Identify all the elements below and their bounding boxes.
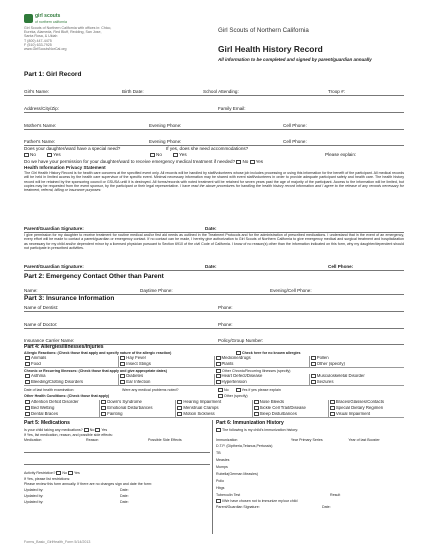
other-chronic-label: Other Chronic/Recurring Illnesses (specify) — [222, 369, 291, 373]
meds-yes-checkbox[interactable] — [95, 428, 100, 432]
school-label: School Attending: — [203, 89, 239, 94]
meds-if-yes: If Yes, list medication, reason, and possible side effects: — [24, 433, 113, 437]
address-line: Girl Scouts of Northern California with offices in: Chico, — [24, 25, 112, 30]
immunization-intro — [216, 428, 298, 432]
option-label: No — [89, 428, 95, 432]
chronic-cell[interactable] — [119, 380, 214, 385]
updated-date-label: Date: — [120, 494, 129, 498]
part4-heading: Part 4: Allergies/Illnesses/Injuries — [24, 344, 104, 350]
row-line — [24, 129, 404, 130]
health-label: Emotional Disturbances — [107, 406, 153, 411]
accommodations-options — [150, 152, 187, 157]
allergy-cell[interactable] — [215, 362, 310, 367]
chronic-label: Asthma — [31, 374, 46, 379]
review-note: Please review this form annually. If there are no changes sign and date the form: — [24, 482, 152, 486]
no-known-allergies-label: Check here for no known allergies — [242, 351, 301, 355]
updated-date-label: Date: — [120, 488, 129, 492]
allergy-label: Other (specify) — [316, 362, 345, 367]
option-label: Yes if yes please explain — [241, 388, 281, 392]
chronic-cell[interactable] — [24, 380, 119, 385]
permission-question: Do we have your permission for your daughter/ward to receive emergency medical treatment if needed? — [24, 159, 236, 164]
meds-col: Possible Side Effects — [148, 438, 182, 442]
special-need-options — [24, 152, 61, 157]
doctor-label: Name of Doctor: — [24, 322, 58, 327]
permission-yes-checkbox[interactable] — [250, 160, 255, 164]
allergy-label: Medicine/drugs — [221, 356, 251, 361]
problems-yes-checkbox[interactable] — [236, 388, 241, 392]
mother-evening-phone-label: Evening Phone: — [149, 123, 182, 128]
immunization-item: Mumps — [216, 465, 228, 469]
doctor-phone-label: Phone: — [218, 322, 233, 327]
part6-heading: Part 6: Immunization History — [216, 420, 284, 426]
option-label: No — [242, 159, 249, 164]
part2-heading: Part 2: Emergency Contact Other than Parent — [24, 273, 164, 280]
tb-result-label: Result — [330, 493, 341, 497]
privacy-agreement: I have read the above procedures for handling the health history record information and I agree to the release of any records necessary for treatment, referral, billing or insurance purposes: — [24, 183, 405, 193]
chronic-label: Diabetes — [126, 374, 144, 379]
immunization-col: Immunization — [216, 438, 238, 442]
address-line: T (800) 447-4475 — [24, 38, 52, 43]
meds-header — [24, 438, 210, 442]
chronic-cell[interactable] — [215, 380, 310, 385]
meds-question: Is your child taking any medications? — [24, 428, 83, 432]
chronic-row — [24, 380, 404, 386]
health-cell[interactable] — [176, 412, 252, 417]
address-line: Eureka, Alameda, Red Bluff, Redding, San Jose, — [24, 30, 102, 35]
restriction-note: If Yes, please list restrictions: — [24, 477, 71, 481]
emergency-name-label: Name: — [24, 288, 38, 293]
girls-name-label: Girl's Name: — [24, 89, 50, 94]
birth-date-label: Birth Date: — [122, 89, 144, 94]
allergy-label: Animals — [31, 356, 47, 361]
immunization-item: Measles — [216, 458, 230, 462]
immunization-col: Year Primary Series — [290, 438, 323, 442]
page-subtitle: All information to be completed and signed by parent/guardian annually — [218, 57, 372, 62]
father-cell-phone-label: Cell Phone: — [283, 139, 307, 144]
row-line — [24, 112, 404, 113]
health-label: Dental Braces — [31, 412, 58, 417]
carrier-label: Insurance Carrier Name: — [24, 338, 75, 343]
updated-by-label: Updated by: — [24, 494, 44, 498]
not-immunized-row — [216, 499, 297, 503]
part3-heading: Part 3: Insurance Information — [24, 295, 115, 302]
accommodations-yes-checkbox[interactable] — [173, 153, 178, 157]
row-line — [24, 452, 210, 453]
consent-date-label: Date: — [205, 264, 217, 269]
policy-label: Policy/Group Number: — [218, 338, 264, 343]
privacy-signature-label: Parent/Guardian Signature: — [24, 226, 84, 231]
troop-label: Troop #: — [328, 89, 345, 94]
special-need-question: Does your daughter/ward have a special need? — [24, 146, 121, 151]
health-label: Visual Impairment — [335, 412, 371, 417]
not-immunized-label: I/We have chosen not to immunize my/our child — [222, 499, 298, 503]
org-name: Girl Scouts of Northern California — [218, 27, 309, 34]
restriction-question: Activity Restriction? — [24, 471, 56, 475]
address-label: Address/City/Zip: — [24, 106, 59, 111]
chronic-label: Bleeding/Clotting Disorders — [31, 380, 84, 385]
updated-by-label: Updated by: — [24, 488, 44, 492]
allergy-row — [24, 362, 404, 368]
consent-cell-phone-label: Cell Phone: — [328, 264, 354, 269]
health-label: Menstrual Cramps — [183, 406, 219, 411]
row-line — [24, 464, 210, 465]
other-health-checkbox[interactable] — [218, 394, 223, 398]
allergy-cell[interactable] — [119, 362, 214, 367]
other-chronic — [216, 369, 291, 373]
option-label: Yes — [255, 159, 264, 164]
other-health-title: Other Health Conditions: (Check those that apply) — [24, 394, 110, 398]
consent-text: I give permission for my daughter to receive treatment for routine medical and/or first aid needs as outlined in the Treatment Protocols and for the administration of prescribed medications. I understand that in the event of an emergency, every effort will be made to contact a parent/guardian or emergency contact. If no contact can be made, I hereby give authorization to Girl Scouts of Northern California to give emergency medical and surgical treatment and hospitalization as necessary for my child and/or dependent minor by a licensed physician pursuant to Section 6910 of the civil Code of California. I know of no reason(s) other than the information indicated on this form, why my daughter/dependent should not participate in prescribed activities. — [24, 233, 404, 250]
logo — [24, 14, 144, 52]
father-evening-phone-label: Evening Phone: — [149, 139, 182, 144]
address-block — [24, 26, 144, 52]
address-line: Santa Rosa, & Ukiah — [24, 34, 58, 39]
chronic-cell[interactable] — [310, 380, 404, 385]
updated-date-label: Date: — [120, 500, 129, 504]
meds-col: Medication — [24, 438, 42, 442]
option-label: No — [62, 471, 67, 475]
restriction-no-checkbox[interactable] — [56, 471, 61, 475]
health-label: Nose Bleeds — [259, 400, 284, 405]
footer: Forms_Basic_GirlHealth_Form 5/14/2013 — [24, 540, 91, 544]
immunization-sig-label: Parent/Guardian Signature: — [216, 505, 260, 509]
mother-cell-phone-label: Cell Phone: — [283, 123, 307, 128]
fathers-name-label: Father's Name: — [24, 139, 56, 144]
other-health-label: Other (specify) — [224, 394, 248, 398]
other-chronic-checkbox[interactable] — [216, 369, 221, 373]
immunization-following: The following is my child's immunization history: — [222, 428, 299, 432]
row-line — [24, 270, 404, 271]
accommodations-question: If yes, does she need accommodations? — [166, 146, 249, 151]
please-explain-label: Please explain: — [325, 152, 357, 157]
option-label: No — [224, 388, 229, 392]
accommodations-no-checkbox[interactable] — [150, 153, 155, 157]
not-immunized-checkbox[interactable] — [216, 499, 221, 503]
immunization-date-label: Date: — [322, 505, 331, 509]
health-cell[interactable] — [100, 412, 176, 417]
column-divider — [212, 420, 213, 534]
immunization-item: D.T.P. (Diptheria,Tetanus,Pertussis) — [216, 444, 273, 448]
privacy-title: Health Information Privacy Statement — [24, 165, 106, 170]
allergy-label: Pollen — [316, 356, 329, 361]
meds-col: Reason — [86, 438, 99, 442]
health-label: Fainting — [107, 412, 123, 417]
chronic-label: Ear Infection — [126, 380, 151, 385]
permission-no-checkbox[interactable] — [236, 160, 241, 164]
no-known-allergies-checkbox[interactable] — [236, 351, 241, 355]
health-row — [24, 412, 404, 418]
row-line — [24, 328, 404, 329]
immunization-header — [216, 438, 406, 442]
problems-no-checkbox[interactable] — [218, 388, 223, 392]
last-exam-label: Date of last health examination: — [24, 388, 75, 392]
chronic-label: Musculoskeletal Disorder — [316, 374, 365, 379]
immunization-item: Rubella(German Measles) — [216, 472, 258, 476]
part5-heading: Part 5: Medications — [24, 420, 70, 426]
meds-no-checkbox[interactable] — [84, 428, 89, 432]
option-label: Yes — [73, 471, 80, 475]
allergic-reactions-label: Allergic Reactions: (Check those that apply and specify nature of the allergic reaction) — [24, 351, 172, 355]
page-title: Girl Health History Record — [218, 44, 323, 54]
health-cell[interactable] — [253, 412, 329, 417]
dentist-phone-label: Phone: — [218, 305, 233, 310]
restriction-row — [24, 471, 80, 475]
mothers-name-label: Mother's Name: — [24, 123, 57, 128]
family-email-label: Family Email: — [218, 106, 246, 111]
health-label: Special Dietary Regimen — [335, 406, 384, 411]
immunization-col: Year of last Booster — [348, 438, 380, 442]
health-label: Attention Deficit Disorder — [31, 400, 79, 405]
allergy-cell[interactable] — [24, 362, 119, 367]
chronic-label: Seizures — [316, 380, 334, 385]
immunization-item: Hbgs — [216, 486, 225, 490]
chronic-title: Chronic or Recurring Illnesses: (Check those that apply and give appropriate dates) — [24, 369, 167, 373]
updated-by-label: Updated by: — [24, 500, 44, 504]
logo-line1: girl scouts — [35, 13, 61, 19]
health-cell[interactable] — [329, 412, 404, 417]
emergency-daytime-label: Daytime Phone: — [140, 288, 173, 293]
row-line — [24, 95, 404, 96]
health-label: Down's Syndrome — [107, 400, 142, 405]
allergy-label: Food — [31, 362, 41, 367]
address-line: F (510) 633-7925 — [24, 43, 52, 48]
health-label: Motion Sickness — [183, 412, 215, 417]
address-line: www.GirlScoutsNorCal.org — [24, 47, 67, 52]
privacy-text: The Girl Health History Record is for health care concerns at the specified event only. All records will be handled by staff/volunteers whose job includes processing or using this information for the benefit of the participant. All medical records will be held in limited access by the health care supervisor of the specific event. Minimal necessary information may be shared with event staff/volunteers in order to provide adequate participant safety and health care. The health history record will be retained by the sponsoring council or GSUSA until it is destroyed. All forms/records with noted treatment will be retained for seven years past the age of majority of the participant. Access to the information will be limited, but copies may be requested from the event sponsor, by the participant or their legal representative. — [24, 171, 404, 188]
health-label: Bed Wetting — [31, 406, 55, 411]
special-need-no-checkbox[interactable] — [24, 153, 29, 157]
option-label: No — [156, 152, 162, 157]
option-label: Yes — [101, 428, 108, 432]
emergency-evening-label: Evening/Cell Phone: — [270, 288, 312, 293]
allergy-label: Hay Fever — [126, 356, 147, 361]
problems-options — [218, 388, 281, 392]
health-label: Braces/Glasses/Contacts — [335, 400, 385, 405]
logo-line2: of northern california — [35, 19, 67, 24]
permission-row — [24, 159, 263, 164]
trefoil-icon — [24, 14, 33, 23]
problems-question: Were any medical problems noted? — [122, 388, 179, 392]
health-label: Hearing Impairment — [183, 400, 222, 405]
allergy-cell[interactable] — [310, 362, 404, 367]
special-need-yes-checkbox[interactable] — [47, 153, 52, 157]
no-known-allergies — [236, 351, 301, 355]
privacy-date-label: Date: — [205, 226, 217, 231]
option-label: Yes — [53, 152, 61, 157]
immunization-checkbox[interactable] — [216, 428, 221, 432]
other-health-specify — [218, 394, 248, 398]
dentist-label: Name of Dentist: — [24, 305, 59, 310]
part1-heading: Part 1: Girl Record — [24, 71, 82, 78]
chronic-label: Hypertension — [221, 380, 247, 385]
allergy-label: Plants — [221, 362, 234, 367]
immunization-item: Polio — [216, 479, 224, 483]
restriction-yes-checkbox[interactable] — [68, 471, 73, 475]
immunization-item: Tuberculin Test — [216, 493, 241, 497]
privacy-body — [24, 171, 404, 193]
option-label: No — [30, 152, 36, 157]
allergy-label: Insect Stings — [126, 362, 151, 367]
health-label: Sickle Cell Trait/Disease — [259, 406, 306, 411]
immunization-item: TB — [216, 451, 221, 455]
meds-question-row — [24, 428, 107, 432]
health-cell[interactable] — [24, 412, 100, 417]
row-line — [24, 311, 404, 312]
chronic-label: Heart Defect/Disease — [221, 374, 263, 379]
consent-signature-label: Parent/Guardian Signature: — [24, 264, 84, 269]
option-label: Yes — [179, 152, 187, 157]
health-label: Sleep Disturbances — [259, 412, 297, 417]
